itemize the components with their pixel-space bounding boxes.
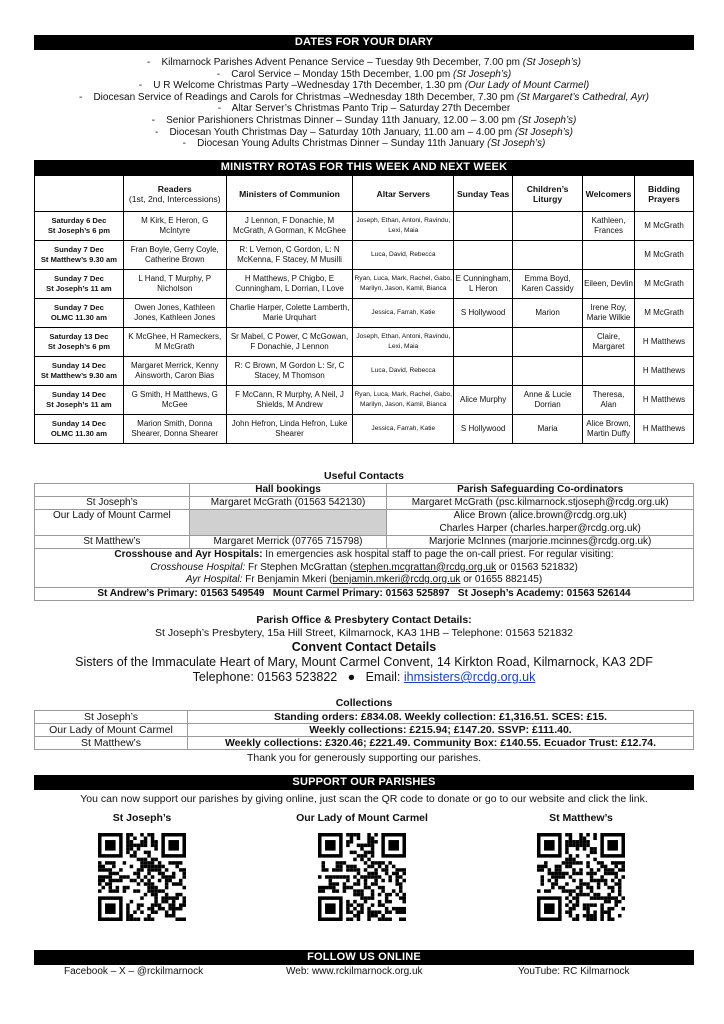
diary-bullet: - [216, 68, 232, 80]
rota-mass [35, 357, 124, 386]
rota-header-row [35, 176, 694, 212]
rota-mass-time: St Joseph’s 11 am [46, 284, 112, 293]
rota-row [35, 270, 694, 299]
rota-communion: Sr Mabel, C Power, C McGowan, F Donachie, J Lennon [226, 328, 353, 357]
rota-body [35, 212, 694, 444]
rota-teas: S Hollywood [454, 299, 513, 328]
rota-liturgy: Maria [513, 415, 583, 444]
diary-item-venue: (St Joseph’s) [514, 126, 574, 138]
rota-header-welcomers: Welcomers [583, 176, 635, 212]
rota-row [35, 212, 694, 241]
collection-parish: St Joseph’s [35, 711, 188, 724]
diary-bullet: - [147, 57, 162, 68]
diary-title: DATES FOR YOUR DIARY [34, 35, 694, 50]
contacts-title: Useful Contacts [324, 470, 404, 482]
rota-day: Saturday 6 Dec [51, 216, 107, 225]
rota-communion: John Hefron, Linda Hefron, Luke Shearer [226, 415, 353, 444]
qr-label-olmc: Our Lady of Mount Carmel [296, 812, 428, 824]
diary-item [34, 115, 694, 127]
rota-teas [454, 357, 513, 386]
rota-altar: Ryan, Luca, Mark, Rachel, Gabo, Marilyn, Jason, Kamil, Bianca [353, 270, 454, 299]
rota-mass [35, 328, 124, 357]
rota-header-liturgy: Children’s Liturgy [513, 176, 583, 212]
collection-amounts: Weekly collections: £215.94; £147.20. SSVP: £111.40. [188, 724, 694, 737]
rota-readers: M Kirk, E Heron, G McIntyre [123, 212, 226, 241]
youtube-link[interactable]: YouTube: RC Kilmarnock [518, 966, 630, 977]
collection-amounts: Weekly collections: £320.46; £221.49. Community Box: £140.55. Ecuador Trust: £12.74. [188, 737, 694, 750]
follow-title: FOLLOW US ONLINE [34, 950, 694, 965]
hospitals-label: Crosshouse and Ayr Hospitals: [114, 549, 263, 560]
rota-mass-time: St Joseph’s 11 am [46, 400, 112, 409]
rota-row [35, 241, 694, 270]
convent-phone-email [34, 670, 694, 685]
diary-bullet: - [138, 80, 154, 92]
rota-teas: Alice Murphy [454, 386, 513, 415]
diary-item-text: Altar Server’s Christmas Panto Trip – Saturday 27th December [231, 103, 511, 115]
diary-bullet: - [182, 138, 198, 150]
rota-readers: G Smith, H Matthews, G McGee [123, 386, 226, 415]
rota-teas [454, 328, 513, 357]
rota-altar: Ryan, Luca, Mark, Rachel, Gabo, Marilyn, Jason, Kamil, Bianca [353, 386, 454, 415]
rota-welcomers: Alice Brown, Martin Duffy [583, 415, 635, 444]
rota-altar: Luca, David, Rebecca [353, 241, 454, 270]
rota-communion: Charlie Harper, Colette Lamberth, Marie Urquhart [226, 299, 353, 328]
hall-contact-empty [189, 510, 387, 536]
collections-thanks: Thank you for generously supporting our parishes. [246, 752, 482, 764]
rota-welcomers: Kathleen, Frances [583, 212, 635, 241]
rota-row [35, 415, 694, 444]
rota-day: Sunday 7 Dec [54, 303, 104, 312]
rota-welcomers: Eileen, Devlin [583, 270, 635, 299]
facebook-link[interactable]: Facebook – X – @rckilmarnock [64, 966, 204, 977]
diary-item-text: Senior Parishioners Christmas Dinner – Sunday 11th January, 12.00 – 3.00 pm [166, 114, 519, 126]
safeguard-contact-1: Alice Brown (alice.brown@rcdg.org.uk) [453, 510, 627, 521]
ayr-text: Fr Benjamin Mkeri ( [242, 574, 333, 585]
rota-bidding: M McGrath [635, 212, 694, 241]
convent-address: Sisters of the Immaculate Heart of Mary, Mount Carmel Convent, 14 Kirkton Road, Kilmarnock, KA3 2DF [75, 655, 653, 669]
diary-item-text: Kilmarnock Parishes Advent Penance Service – Tuesday 9th December, 7.00 pm [161, 57, 523, 68]
rota-teas [454, 241, 513, 270]
rota-title: MINISTRY ROTAS FOR THIS WEEK AND NEXT WEEK [34, 160, 694, 175]
rota-communion: R: C Brown, M Gordon L: Sr, C Stacey, M Thomson [226, 357, 353, 386]
rota-header-teas: Sunday Teas [454, 176, 513, 212]
hall-contact: Margaret McGrath (01563 542130) [189, 497, 387, 510]
rota-mass-time: OLMC 11.30 am [50, 429, 107, 438]
office-address: St Joseph’s Presbytery, 15a Hill Street, Kilmarnock, KA3 1HB – Telephone: 01563 521832 [155, 627, 573, 639]
rota-liturgy [513, 212, 583, 241]
rota-mass-time: St Matthew’s 9.30 am [40, 371, 117, 380]
rota-bidding: M McGrath [635, 241, 694, 270]
rota-mass [35, 386, 124, 415]
contacts-parish: Our Lady of Mount Carmel [35, 510, 190, 536]
rota-mass [35, 270, 124, 299]
rota-readers: Margaret Merrick, Kenny Ainsworth, Caron Bias [123, 357, 226, 386]
diary-item [34, 92, 694, 104]
collection-parish: Our Lady of Mount Carmel [35, 724, 188, 737]
rota-liturgy: Anne & Lucie Dorrian [513, 386, 583, 415]
diary-item [34, 80, 694, 92]
diary-bullet: - [154, 126, 170, 138]
rota-liturgy: Emma Boyd, Karen Cassidy [513, 270, 583, 299]
rota-header-altar: Altar Servers [353, 176, 454, 212]
diary-item-text: Diocesan Young Adults Christmas Dinner – Sunday 11th January [197, 138, 488, 150]
collections-table [34, 710, 694, 750]
rota-altar: Jessica, Farrah, Katie [353, 415, 454, 444]
rota-welcomers: Theresa, Alan [583, 386, 635, 415]
rota-row [35, 299, 694, 328]
ayr-tail: or 01655 882145) [460, 574, 543, 585]
rota-readers: Owen Jones, Kathleen Jones, Kathleen Jones [123, 299, 226, 328]
hospitals-info [35, 549, 694, 588]
contacts-blank-header [35, 484, 190, 497]
rota-table [34, 175, 694, 444]
diary-bullet: - [217, 103, 232, 115]
rota-altar: Joseph, Ethan, Antoni, Ravindu, Lexi, Maia [353, 212, 454, 241]
diary-item-text: Carol Service – Monday 15th December, 1.00 pm [231, 68, 454, 80]
qr-code-icon[interactable] [537, 833, 625, 921]
diary-item-text: Diocesan Service of Readings and Carols for Christmas –Wednesday 18th December, 7.30 pm [93, 91, 517, 103]
rota-teas: E Cunningham, L Heron [454, 270, 513, 299]
diary-item [34, 69, 694, 81]
rota-day: Sunday 14 Dec [51, 419, 106, 428]
diary-item [34, 127, 694, 139]
contacts-parish: St Joseph’s [35, 497, 190, 510]
rota-bidding: H Matthews [635, 328, 694, 357]
rota-mass [35, 299, 124, 328]
rota-header-bidding: Bidding Prayers [635, 176, 694, 212]
rota-header-readers-label: Readers [157, 183, 192, 194]
rota-mass [35, 415, 124, 444]
safeguard-contact [387, 510, 694, 536]
safeguard-contact: Margaret McGrath (psc.kilmarnock.stjoseph@rcdg.org.uk) [387, 497, 694, 510]
rota-communion: J Lennon, F Donachie, M McGrath, A Gorman, K McGhee [226, 212, 353, 241]
rota-header-day [35, 176, 124, 212]
rota-day: Sunday 14 Dec [51, 390, 106, 399]
safeguard-contact-2: Charles Harper (charles.harper@rcdg.org.uk) [439, 522, 641, 534]
rota-readers: L Hand, T Murphy, P Nicholson [123, 270, 226, 299]
qr-label-st-josephs: St Joseph’s [112, 812, 172, 824]
convent-email-link[interactable]: ihmsisters@rcdg.org.uk [403, 670, 536, 684]
rota-header-readers-sub: (1st, 2nd, Intercessions) [128, 193, 221, 204]
rota-altar: Jessica, Farrah, Katie [353, 299, 454, 328]
rota-welcomers [583, 357, 635, 386]
diary-item [34, 103, 694, 115]
hall-header: Hall bookings [189, 484, 387, 497]
hall-contact: Margaret Merrick (07765 715798) [189, 536, 387, 549]
diary-item-venue: (St Margaret’s Cathedral, Ayr) [516, 91, 649, 103]
office-section [34, 614, 694, 685]
rota-day: Saturday 13 Dec [49, 332, 109, 341]
rota-mass [35, 212, 124, 241]
qr-code-icon[interactable] [98, 833, 186, 921]
contacts-table [34, 483, 694, 601]
contacts-parish: St Matthew’s [35, 536, 190, 549]
rota-day: Sunday 7 Dec [54, 274, 104, 283]
rota-communion: F McCann, R Murphy, A Neil, J Shields, M Andrew [226, 386, 353, 415]
diary-bullet: - [79, 91, 94, 103]
rota-readers: Fran Boyle, Gerry Coyle, Catherine Brown [123, 241, 226, 270]
crosshouse-text: Fr Stephen McGrattan ( [245, 561, 354, 573]
diary-item-text: Diocesan Youth Christmas Day – Saturday 10th January, 11.00 am – 4.00 pm [169, 126, 515, 138]
rota-bidding: H Matthews [635, 415, 694, 444]
hospitals-text: In emergencies ask hospital staff to page the on-call priest. For regular visiting: [262, 549, 614, 560]
rota-day: Sunday 7 Dec [54, 245, 104, 254]
convent-telephone: Telephone: 01563 523822 ● Email: [192, 670, 404, 684]
rota-bidding: H Matthews [635, 386, 694, 415]
rota-liturgy [513, 357, 583, 386]
safeguard-contact: Marjorie McInnes (marjorie.mcinnes@rcdg.org.uk) [387, 536, 694, 549]
rota-liturgy [513, 241, 583, 270]
rota-row [35, 386, 694, 415]
diary-item-venue: (St Joseph’s) [522, 57, 581, 68]
rota-welcomers: Irene Roy, Marie Wilkie [583, 299, 635, 328]
rota-row [35, 328, 694, 357]
support-title: SUPPORT OUR PARISHES [34, 775, 694, 790]
ayr-label: Ayr Hospital: [185, 574, 243, 585]
rota-liturgy [513, 328, 583, 357]
website-link[interactable]: Web: www.rckilmarnock.org.uk [286, 966, 423, 977]
qr-code-icon[interactable] [318, 833, 406, 921]
rota-header-readers [123, 176, 226, 212]
diary-item [34, 138, 694, 150]
collection-parish: St Matthew’s [35, 737, 188, 750]
rota-altar: Luca, David, Rebecca [353, 357, 454, 386]
rota-mass-time: St Matthew’s 9.30 am [40, 255, 117, 264]
diary-item [34, 57, 694, 69]
rota-bidding: M McGrath [635, 299, 694, 328]
diary-item-venue: (Our Lady of Mount Carmel) [464, 80, 590, 92]
rota-bidding: M McGrath [635, 270, 694, 299]
rota-welcomers: Claire, Margaret [583, 328, 635, 357]
schools-contacts: St Andrew’s Primary: 01563 549549 Mount Carmel Primary: 01563 525897 St Joseph’s Academy: 01563 526144 [35, 587, 694, 600]
rota-teas: S Hollywood [454, 415, 513, 444]
office-title: Parish Office & Presbytery Contact Details: [256, 614, 472, 626]
rota-communion: H Matthews, P Chigbo, E Cunningham, L Dorrian, I Love [226, 270, 353, 299]
diary-item-text: U R Welcome Christmas Party –Wednesday 17th December, 1.30 pm [153, 80, 465, 92]
rota-mass-time: St Joseph’s 6 pm [47, 226, 110, 235]
diary-item-venue: (St Joseph’s) [453, 68, 512, 80]
rota-mass-time: St Joseph’s 6 pm [47, 342, 110, 351]
collection-amounts: Standing orders: £834.08. Weekly collection: £1,316.51. SCES: £15. [188, 711, 694, 724]
rota-liturgy: Marion [513, 299, 583, 328]
rota-bidding: H Matthews [635, 357, 694, 386]
diary-bullet: - [151, 114, 167, 126]
convent-title: Convent Contact Details [291, 640, 437, 654]
rota-readers: K McGhee, H Rameckers, M McGrath [123, 328, 226, 357]
rota-mass-time: OLMC 11.30 am [50, 313, 107, 322]
ayr-email-link[interactable]: benjamin.mkeri@rcdg.org.uk [332, 574, 461, 585]
diary-item-venue: (St Joseph’s) [518, 114, 577, 126]
safeguard-header: Parish Safeguarding Co-ordinators [387, 484, 694, 497]
rota-altar: Joseph, Ethan, Antoni, Ravindu, Lexi, Maia [353, 328, 454, 357]
rota-row [35, 357, 694, 386]
crosshouse-email-link[interactable]: stephen.mcgrattan@rcdg.org.uk [353, 561, 497, 573]
diary-item-venue: (St Joseph’s) [487, 138, 546, 150]
crosshouse-label: Crosshouse Hospital: [150, 561, 246, 573]
rota-mass [35, 241, 124, 270]
qr-label-st-matthews: St Matthew’s [549, 812, 613, 824]
collections-title: Collections [335, 697, 393, 709]
rota-header-communion: Ministers of Communion [226, 176, 353, 212]
rota-day: Sunday 14 Dec [51, 361, 106, 370]
rota-teas [454, 212, 513, 241]
crosshouse-tail: or 01563 521832) [496, 561, 578, 573]
rota-communion: R: L Vernon, C Gordon, L: N McKenna, F Stacey, M Musilli [226, 241, 353, 270]
rota-readers: Marion Smith, Donna Shearer, Donna Shearer [123, 415, 226, 444]
support-text: You can now support our parishes by giving online, just scan the QR code to donate or go to our website and click the link. [80, 793, 648, 805]
diary-list [34, 57, 694, 150]
rota-welcomers [583, 241, 635, 270]
